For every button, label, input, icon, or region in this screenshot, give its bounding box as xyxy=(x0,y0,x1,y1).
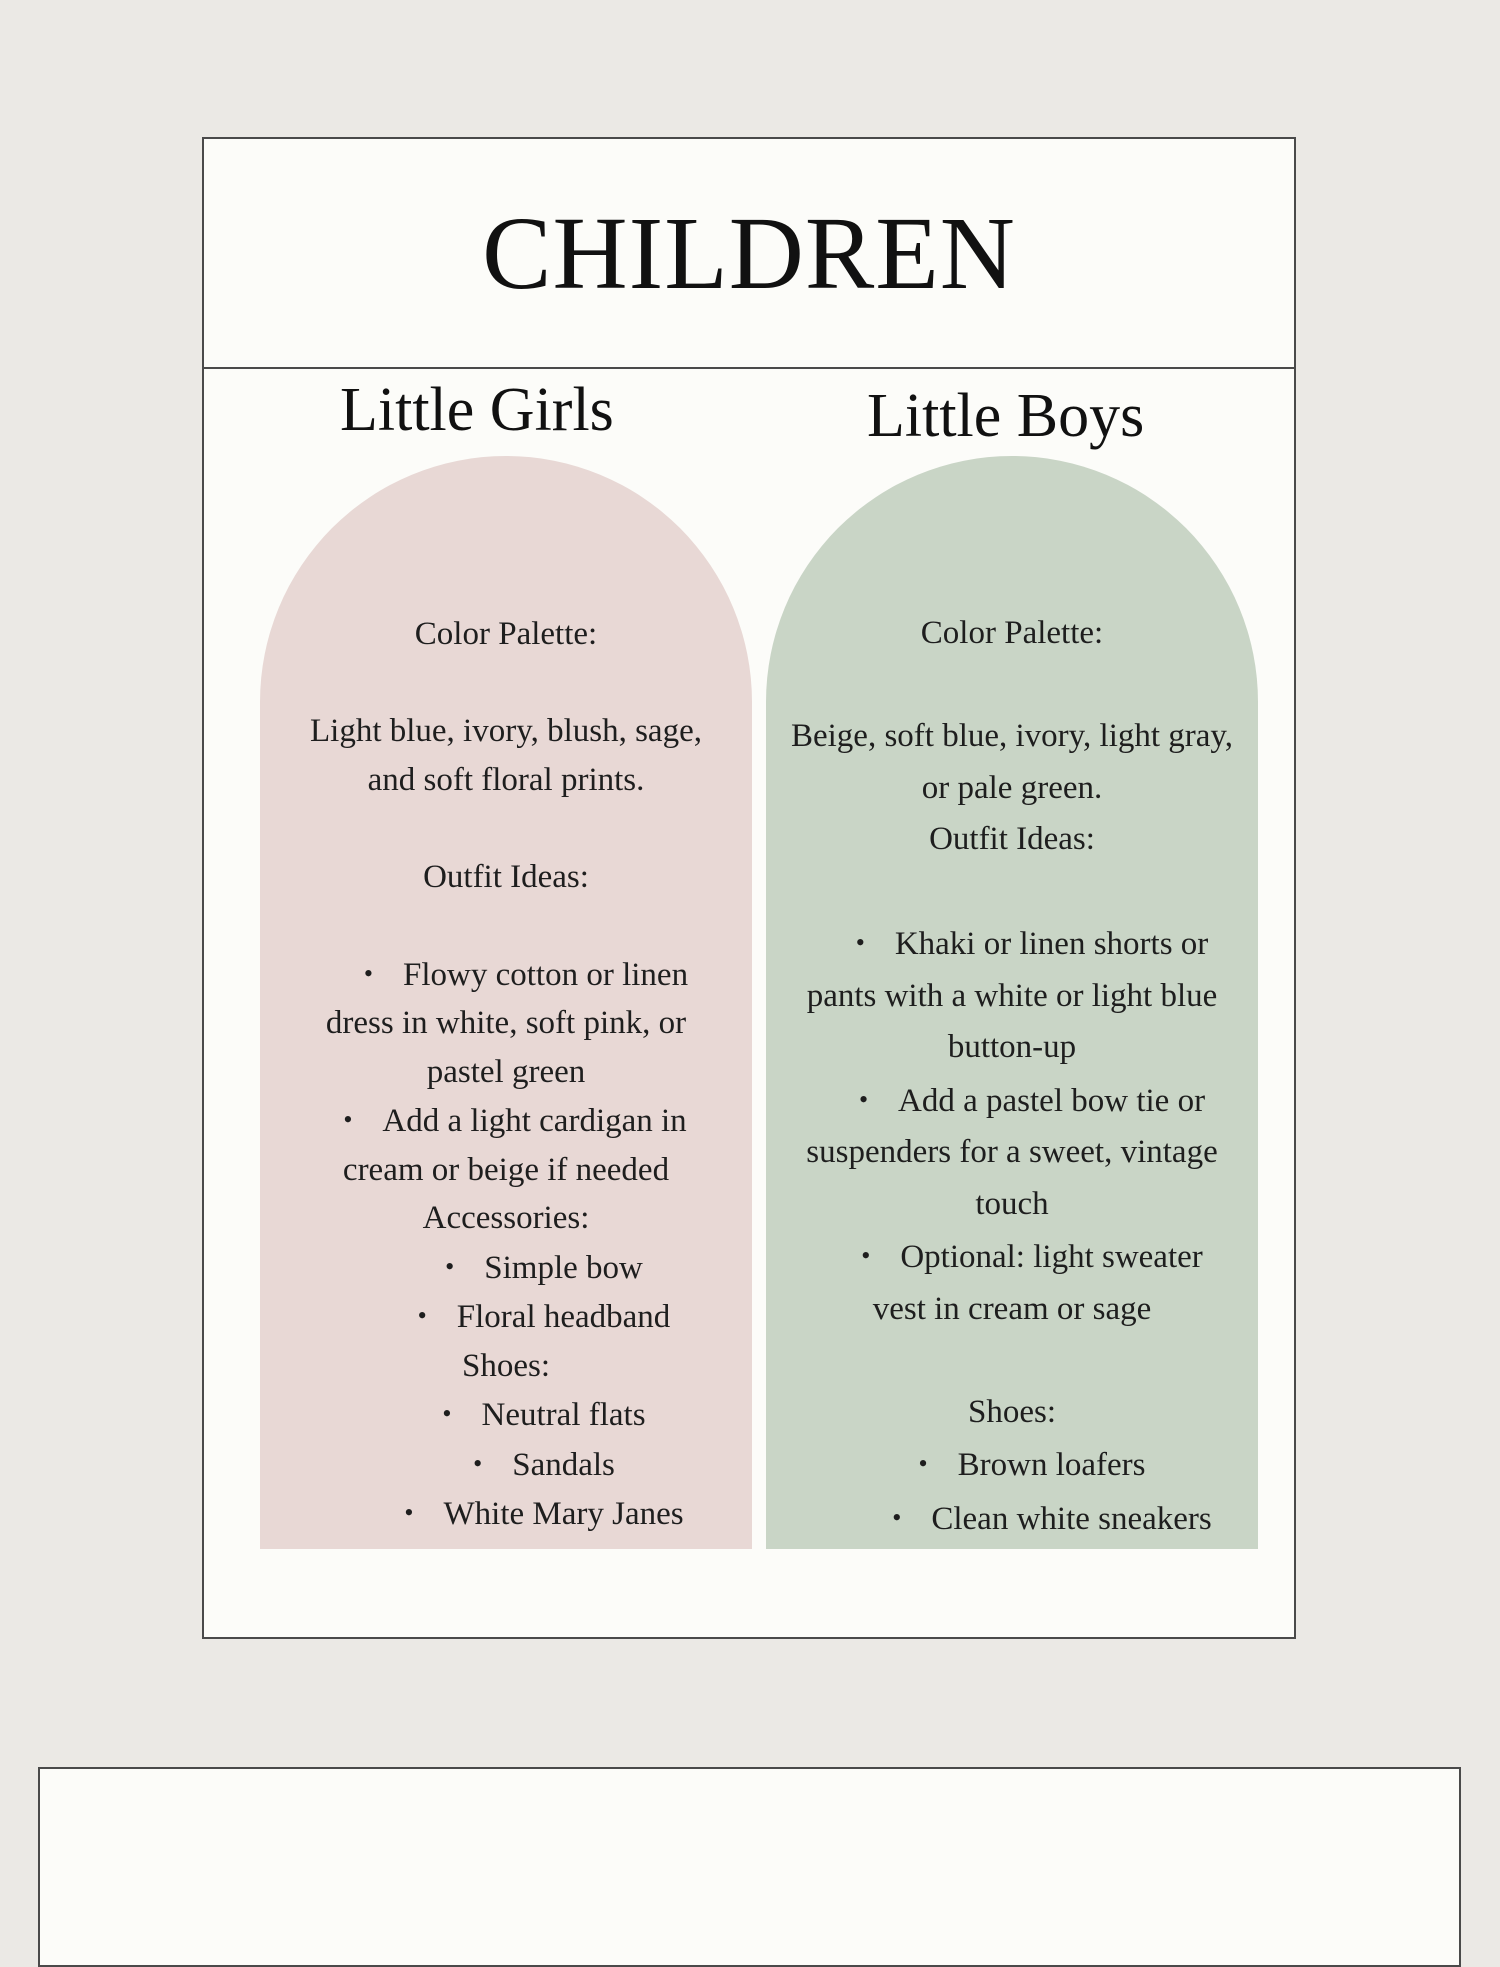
spacer xyxy=(260,659,752,708)
girls-outfit-item-continued: pastel green xyxy=(426,1053,586,1090)
boys-content xyxy=(766,456,1258,1545)
girls-outfit-item-continued: dress in white, soft pink, or xyxy=(325,1005,687,1041)
girls-shoe-item: • Sandals xyxy=(260,1440,752,1490)
boys-outfit-item-continued: pants with a white or light blue xyxy=(806,977,1218,1014)
boys-arch-panel xyxy=(766,456,1258,1549)
boys-outfit-item-continued: touch xyxy=(975,1185,1049,1222)
boys-outfit-item-continued: vest in cream or sage xyxy=(872,1290,1152,1327)
girls-shoe-item: • White Mary Janes xyxy=(260,1489,752,1539)
girls-outfit-item-continued: cream or beige if needed xyxy=(342,1151,670,1188)
girls-accessory-item: • Floral headband xyxy=(260,1292,752,1342)
page-title: CHILDREN xyxy=(482,196,1016,311)
girls-color-palette-text: Light blue, ivory, blush, sage, xyxy=(310,713,702,749)
spacer xyxy=(766,660,1258,712)
girls-content xyxy=(260,456,752,1539)
spacer xyxy=(260,901,752,950)
girls-arch-panel xyxy=(260,456,752,1549)
girls-accessories-label: Accessories: xyxy=(422,1200,590,1236)
girls-outfit-label: Outfit Ideas: xyxy=(423,858,589,895)
boys-heading: Little Boys xyxy=(867,382,1145,450)
boys-shoe-item: • Brown loafers xyxy=(766,1438,1258,1492)
girls-outfit-item: • Add a light cardigan in xyxy=(260,1096,752,1146)
boys-outfit-label: Outfit Ideas: xyxy=(929,821,1095,857)
girls-shoes-label: Shoes: xyxy=(461,1347,550,1384)
boys-color-palette-text: or pale green. xyxy=(921,769,1103,806)
boys-outfit-item-continued: suspenders for a sweet, vintage xyxy=(806,1134,1218,1170)
spacer xyxy=(260,804,752,853)
boys-outfit-item-continued: button-up xyxy=(947,1029,1077,1065)
boys-outfit-item: • Optional: light sweater xyxy=(766,1230,1258,1284)
title-band xyxy=(204,139,1294,369)
girls-color-palette-text: and soft floral prints. xyxy=(367,761,645,798)
boys-shoes-label: Shoes: xyxy=(967,1393,1056,1430)
boys-outfit-item: • Khaki or linen shorts or xyxy=(766,917,1258,971)
girls-heading: Little Girls xyxy=(340,376,614,444)
girls-shoe-item: • Neutral flats xyxy=(260,1390,752,1440)
girls-color-palette-label: Color Palette: xyxy=(414,616,598,652)
spacer xyxy=(766,866,1258,918)
boys-color-palette-text: Beige, soft blue, ivory, light gray, xyxy=(790,718,1234,754)
children-page xyxy=(202,137,1296,1639)
girls-accessory-item: • Simple bow xyxy=(260,1243,752,1293)
boys-outfit-item: • Add a pastel bow tie or xyxy=(766,1074,1258,1128)
next-page xyxy=(38,1767,1461,1967)
spacer xyxy=(766,1335,1258,1387)
girls-outfit-item: • Flowy cotton or linen xyxy=(260,950,752,1000)
boys-shoe-item: • Clean white sneakers xyxy=(766,1492,1258,1546)
boys-color-palette-label: Color Palette: xyxy=(920,615,1104,651)
